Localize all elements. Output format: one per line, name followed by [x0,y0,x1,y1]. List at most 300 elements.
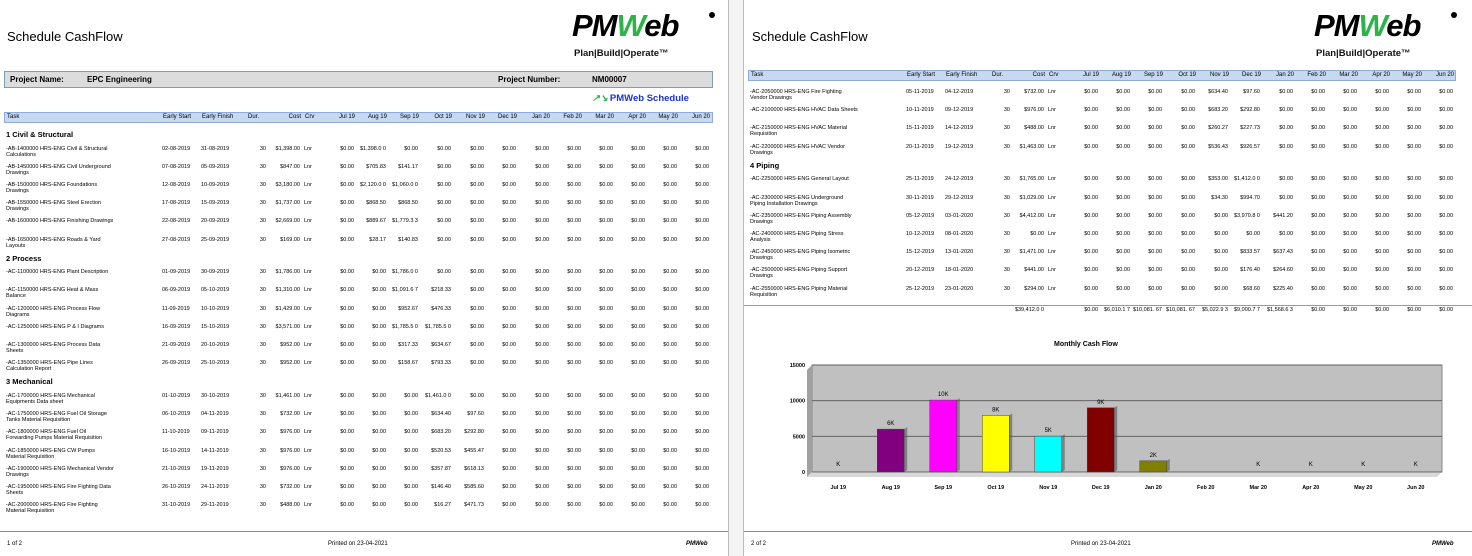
cost: $732.00 [280,483,300,490]
bar [1140,461,1167,472]
month-value: $0.00 [535,145,549,152]
month-value: $0.00 [502,163,516,170]
cost: $4,412.00 [1019,212,1044,219]
chart-title: Monthly Cash Flow [1054,341,1118,348]
month-value: $0.00 [1148,176,1162,183]
table-row [744,124,1472,140]
month-value: $0.00 [535,411,549,418]
month-value: $0.00 [1375,89,1389,95]
col-month: Aug 19 [1111,72,1131,78]
month-value: $0.00 [1311,267,1325,274]
month-value: $0.00 [695,163,709,170]
month-value: $0.00 [567,236,581,243]
month-value: $0.00 [663,429,677,436]
month-value: $0.00 [663,465,677,472]
month-value: $0.00 [1148,285,1162,292]
table-row [744,230,1472,246]
month-value: $0.00 [340,429,354,436]
month-value: $0.00 [1343,212,1357,219]
month-value: $952.67 [398,305,418,312]
cost: $1,463.00 [1019,143,1044,150]
task-name: -AC-1900000 HRS-ENG Mechanical Vendor Drawings [6,465,114,478]
curve: Lnr [1048,285,1056,292]
month-value: $0.00 [1407,230,1421,237]
col-early-start: Early Start [163,114,192,120]
month-value: $1,091.6 7 [392,287,418,294]
month-value: $97.60 [467,411,484,418]
month-value: $0.00 [1084,176,1098,183]
month-value: $0.00 [340,200,354,207]
curve: Lnr [304,342,312,348]
task-name: -AC-1700000 HRS-ENG Mechanical Equipments Data sheet [6,392,95,405]
month-value: $0.00 [1375,212,1389,219]
month-value: $0.00 [567,218,581,225]
month-value: $0.00 [372,342,386,348]
month-value: $0.00 [437,145,451,152]
month-value: $0.00 [340,145,354,152]
month-value: $0.00 [567,287,581,294]
duration: 30 [1003,143,1010,150]
total-month-value: $5,022.9 3 [1202,306,1228,313]
month-value: $0.00 [1343,249,1357,256]
month-value: $0.00 [1279,143,1293,150]
month-value: $0.00 [631,447,645,454]
month-value: $0.00 [663,342,677,348]
x-tick-label: Jun 20 [1407,485,1425,491]
table-row [0,410,728,426]
month-value: $0.00 [1214,285,1228,292]
task-name: -AB-1600000 HRS-ENG Finishing Drawings [6,218,114,225]
month-value: $0.00 [437,163,451,170]
early-finish: 10-09-2019 [201,181,230,188]
total-month-value: $0.00 [1084,306,1098,313]
data-label: 10K [937,392,949,399]
month-value: $0.00 [535,429,549,436]
month-value: $1,461.0 0 [425,392,451,399]
x-tick-label: Jan 20 [1144,485,1162,491]
footer-brand: PMWeb [686,541,708,547]
x-tick-label: Aug 19 [881,485,900,491]
early-finish: 23-01-2020 [945,285,974,292]
page-footer [0,531,728,556]
month-value: $0.00 [695,323,709,330]
month-value: $0.00 [502,342,516,348]
month-value: $0.00 [1439,125,1453,132]
month-value: $868.50 [366,200,386,207]
month-value: $0.00 [599,411,613,418]
task-name: -AB-1450000 HRS-ENG Civil Underground Drawings [6,163,111,176]
month-value: $0.00 [1375,194,1389,201]
month-value: $0.00 [599,502,613,509]
month-value: $441.20 [1273,212,1293,219]
curve: Lnr [304,200,312,207]
table-row [0,305,728,321]
table-row [0,428,728,444]
duration: 30 [1003,125,1010,132]
month-value: $225.40 [1273,285,1293,292]
month-value: $0.00 [663,502,677,509]
month-value: $0.00 [404,411,418,418]
month-value: $0.00 [1214,230,1228,237]
curve: Lnr [304,218,312,225]
month-value: $0.00 [1375,143,1389,150]
early-finish: 05-09-2019 [201,163,230,170]
month-value: $634.67 [431,342,451,348]
col-month: Apr 20 [1372,72,1390,78]
month-value: $0.00 [1084,267,1098,274]
early-start: 27-08-2019 [162,236,191,243]
month-value: $0.00 [404,145,418,152]
early-finish: 08-01-2020 [945,230,974,237]
schedule-icon: ↗↘ [592,93,608,104]
month-value: $2,120.0 0 [360,181,386,188]
month-value: $0.00 [1343,285,1357,292]
month-value: $0.00 [1439,285,1453,292]
early-finish: 05-10-2019 [201,287,230,294]
task-name: -AC-2350000 HRS-ENG Piping Assembly Drawings [750,212,852,225]
task-name: -AC-1850000 HRS-ENG CW Pumps Material Requisition [6,447,95,460]
month-value: $0.00 [1116,230,1130,237]
month-value: $0.00 [631,305,645,312]
cost: $1,429.00 [275,305,300,312]
month-value: $0.00 [695,342,709,348]
col-month: Aug 19 [367,114,387,120]
month-value: $0.00 [1116,285,1130,292]
month-value: $0.00 [470,181,484,188]
month-value: $0.00 [1214,267,1228,274]
month-value: $0.00 [663,360,677,367]
month-value: $618.13 [464,465,484,472]
duration: 30 [259,218,266,225]
month-value: $0.00 [502,145,516,152]
month-value: $0.00 [1148,249,1162,256]
month-value: $0.00 [535,236,549,243]
month-value: $637.43 [1273,249,1293,256]
cost: $1,737.00 [275,200,300,207]
month-value: $0.00 [470,269,484,276]
month-value: $0.00 [502,465,516,472]
duration: 30 [259,236,266,243]
month-value: $0.00 [631,145,645,152]
month-value: $0.00 [502,360,516,367]
total-month-value: $9,000.7 7 [1234,306,1260,313]
month-value: $0.00 [502,323,516,330]
month-value: $0.00 [1407,176,1421,183]
early-start: 16-10-2019 [162,447,191,454]
project-number: NM00007 [592,75,627,84]
month-value: $218.33 [431,287,451,294]
month-value: $0.00 [1279,107,1293,114]
early-start: 20-11-2019 [906,143,934,150]
early-finish: 14-11-2019 [201,447,229,454]
month-value: $0.00 [663,392,677,399]
month-value: $292.80 [1240,107,1260,114]
curve: Lnr [304,429,312,436]
month-value: $0.00 [1084,89,1098,95]
col-month: Dec 19 [1241,72,1261,78]
curve: Lnr [1048,143,1056,150]
month-value: $0.00 [599,392,613,399]
month-value: $0.00 [1439,176,1453,183]
pmweb-logo: PMWeb Plan|Build|Operate™ [572,8,722,64]
early-start: 21-09-2019 [162,342,191,348]
col-curve: Crv [1049,72,1059,78]
month-value: $793.33 [431,360,451,367]
month-value: $0.00 [1439,143,1453,150]
month-value: $0.00 [1407,89,1421,95]
month-value: $0.00 [340,323,354,330]
early-start: 25-11-2019 [906,176,934,183]
month-value: $0.00 [663,181,677,188]
month-value: $471.73 [464,502,484,509]
month-value: $0.00 [631,323,645,330]
early-start: 31-10-2019 [162,502,191,509]
month-value: $0.00 [1148,143,1162,150]
bar [1035,436,1062,472]
month-value: $994.70 [1240,194,1260,201]
month-value: $705.83 [366,163,386,170]
month-value: $0.00 [1116,107,1130,114]
month-value: $0.00 [1343,89,1357,95]
data-label: 2K [1149,452,1157,459]
task-name: -AC-2550000 HRS-ENG Piping Material Requisition [750,285,848,298]
month-value: $0.00 [502,181,516,188]
early-start: 21-10-2019 [162,465,191,472]
month-value: $0.00 [437,200,451,207]
duration: 30 [259,163,266,170]
cost: $2,669.00 [275,218,300,225]
month-value: $34.30 [1211,194,1228,201]
month-value: $0.00 [663,145,677,152]
month-value: $0.00 [372,360,386,367]
table-row [0,501,728,517]
month-value: $683.20 [431,429,451,436]
month-value: $0.00 [1084,230,1098,237]
table-row [744,143,1472,159]
month-value: $0.00 [404,465,418,472]
month-value: $0.00 [1375,230,1389,237]
month-value: $0.00 [631,392,645,399]
col-task: Task [7,114,20,120]
bar [1087,408,1114,472]
month-value: $0.00 [1439,267,1453,274]
early-start: 11-10-2019 [162,429,190,436]
table-row [0,286,728,302]
task-name: -AC-1150000 HRS-ENG Heat & Mass Balance [6,287,99,300]
task-name: -AB-1550000 HRS-ENG Steel Erection Drawings [6,200,102,213]
month-value: $0.00 [663,483,677,490]
x-tick-label: Dec 19 [1091,485,1110,491]
total-cost: $39,412.0 0 [1014,306,1044,313]
month-value: $353.00 [1208,176,1228,183]
month-value: $0.00 [437,218,451,225]
month-value: $0.00 [631,181,645,188]
month-value: $146.40 [431,483,451,490]
col-curve: Crv [305,114,315,120]
x-tick-label: Feb 20 [1197,485,1215,491]
task-name: -AC-1250000 HRS-ENG P & I Diagrams [6,323,105,330]
col-month: Oct 19 [434,114,452,120]
curve: Lnr [304,447,312,454]
month-value: $0.00 [1407,249,1421,256]
month-value: $1,412.0 0 [1234,176,1260,183]
curve: Lnr [304,411,312,418]
month-value: $0.00 [1181,143,1195,150]
month-value: $0.00 [599,145,613,152]
month-value: $0.00 [1181,89,1195,95]
cost: $488.00 [280,502,300,509]
month-value: $0.00 [535,200,549,207]
curve: Lnr [304,360,312,367]
col-month: Jun 20 [691,114,710,120]
table-row [0,236,728,252]
early-start: 07-08-2019 [162,163,191,170]
month-value: $0.00 [1279,89,1293,95]
col-early-finish: Early Finish [946,72,978,78]
month-value: $0.00 [372,447,386,454]
early-finish: 09-11-2019 [201,429,229,436]
month-value: $0.00 [631,483,645,490]
month-value: $0.00 [695,465,709,472]
month-value: $0.00 [470,305,484,312]
table-row [0,268,728,284]
printed-date: Printed on 23-04-2021 [1071,541,1131,547]
month-value: $0.00 [1084,143,1098,150]
month-value: $0.00 [437,236,451,243]
col-task: Task [751,72,764,78]
early-finish: 30-09-2019 [201,269,230,276]
month-value: $0.00 [1148,267,1162,274]
month-value: $0.00 [695,287,709,294]
pmweb-schedule-link[interactable]: ↗↘ PMWeb Schedule [592,93,689,104]
month-value: $0.00 [340,465,354,472]
month-value: $0.00 [372,323,386,330]
month-value: $0.00 [631,236,645,243]
printed-date: Printed on 23-04-2021 [328,541,388,547]
cost: $1,786.00 [275,269,300,276]
duration: 30 [1003,89,1010,95]
bar-side [957,398,960,472]
total-month-value: $0.00 [1343,306,1357,313]
month-value: $0.00 [567,360,581,367]
task-name: -AB-1500000 HRS-ENG Foundations Drawings [6,181,98,194]
col-month: Feb 20 [1307,72,1326,78]
month-value: $0.00 [1084,285,1098,292]
table-row [744,285,1472,301]
table-row [0,392,728,408]
early-start: 11-09-2019 [162,305,190,312]
month-value: $0.00 [599,200,613,207]
month-value: $0.00 [437,181,451,188]
data-label: K [1256,462,1261,468]
curve: Lnr [1048,125,1056,132]
month-value: $0.00 [695,305,709,312]
month-value: $0.00 [340,392,354,399]
month-value: $0.00 [1116,176,1130,183]
table-row [0,465,728,481]
early-finish: 25-09-2019 [201,236,230,243]
month-value: $0.00 [631,360,645,367]
early-start: 06-10-2019 [162,411,191,418]
month-value: $0.00 [1148,230,1162,237]
early-start: 25-12-2019 [906,285,935,292]
task-name: -AC-1750000 HRS-ENG Fuel Oil Storage Tanks Material Requisition [6,411,107,424]
month-value: $926.57 [1240,143,1260,150]
month-value: $0.00 [1375,249,1389,256]
col-month: Sep 19 [1143,72,1163,78]
month-value: $0.00 [470,323,484,330]
duration: 30 [1003,267,1010,274]
month-value: $0.00 [695,236,709,243]
cost: $169.00 [280,236,300,243]
group-heading: 2 Process [6,253,42,263]
month-value: $0.00 [1343,125,1357,132]
month-value: $292.80 [464,429,484,436]
month-value: $0.00 [631,429,645,436]
month-value: $0.00 [535,323,549,330]
cost: $976.00 [1024,107,1044,114]
month-value: $0.00 [372,429,386,436]
month-value: $0.00 [1343,176,1357,183]
month-value: $0.00 [1375,285,1389,292]
month-value: $0.00 [1375,267,1389,274]
month-value: $0.00 [1439,194,1453,201]
early-finish: 29-11-2019 [201,502,229,509]
duration: 30 [259,323,266,330]
month-value: $0.00 [535,342,549,348]
col-month: Jan 20 [1275,72,1294,78]
month-value: $868.50 [398,200,418,207]
month-value: $0.00 [1279,125,1293,132]
col-month: Nov 19 [465,114,485,120]
table-row [0,181,728,197]
table-row [744,212,1472,228]
data-label: 5K [1044,428,1052,435]
early-finish: 15-10-2019 [201,323,230,330]
month-value: $0.00 [535,287,549,294]
month-value: $0.00 [1181,230,1195,237]
month-value: $0.00 [1181,285,1195,292]
month-value: $0.00 [470,236,484,243]
early-start: 10-11-2019 [906,107,934,114]
task-name: -AB-1650000 HRS-ENG Roads & Yard Layouts [6,236,101,249]
col-month: Mar 20 [595,114,614,120]
month-value: $0.00 [535,305,549,312]
month-value: $0.00 [631,218,645,225]
month-value: $0.00 [1407,267,1421,274]
month-value: $0.00 [470,145,484,152]
month-value: $0.00 [535,163,549,170]
month-value: $0.00 [340,236,354,243]
month-value: $0.00 [1116,89,1130,95]
table-header [748,70,1456,81]
early-start: 02-08-2019 [162,145,191,152]
cost: $976.00 [280,429,300,436]
month-value: $0.00 [340,287,354,294]
x-tick-label: Oct 19 [987,485,1005,491]
month-value: $0.00 [502,429,516,436]
task-name: -AC-1950000 HRS-ENG Fire Fighting Data Sheets [6,483,111,496]
month-value: $158.67 [398,360,418,367]
task-name: -AC-2100000 HRS-ENG HVAC Data Sheets [750,107,858,114]
page-number: 2 of 2 [751,541,767,547]
curve: Lnr [304,502,312,509]
month-value: $0.00 [437,269,451,276]
month-value: $0.00 [695,392,709,399]
month-value: $0.00 [567,181,581,188]
col-month: Sep 19 [399,114,419,120]
month-value: $0.00 [1181,125,1195,132]
